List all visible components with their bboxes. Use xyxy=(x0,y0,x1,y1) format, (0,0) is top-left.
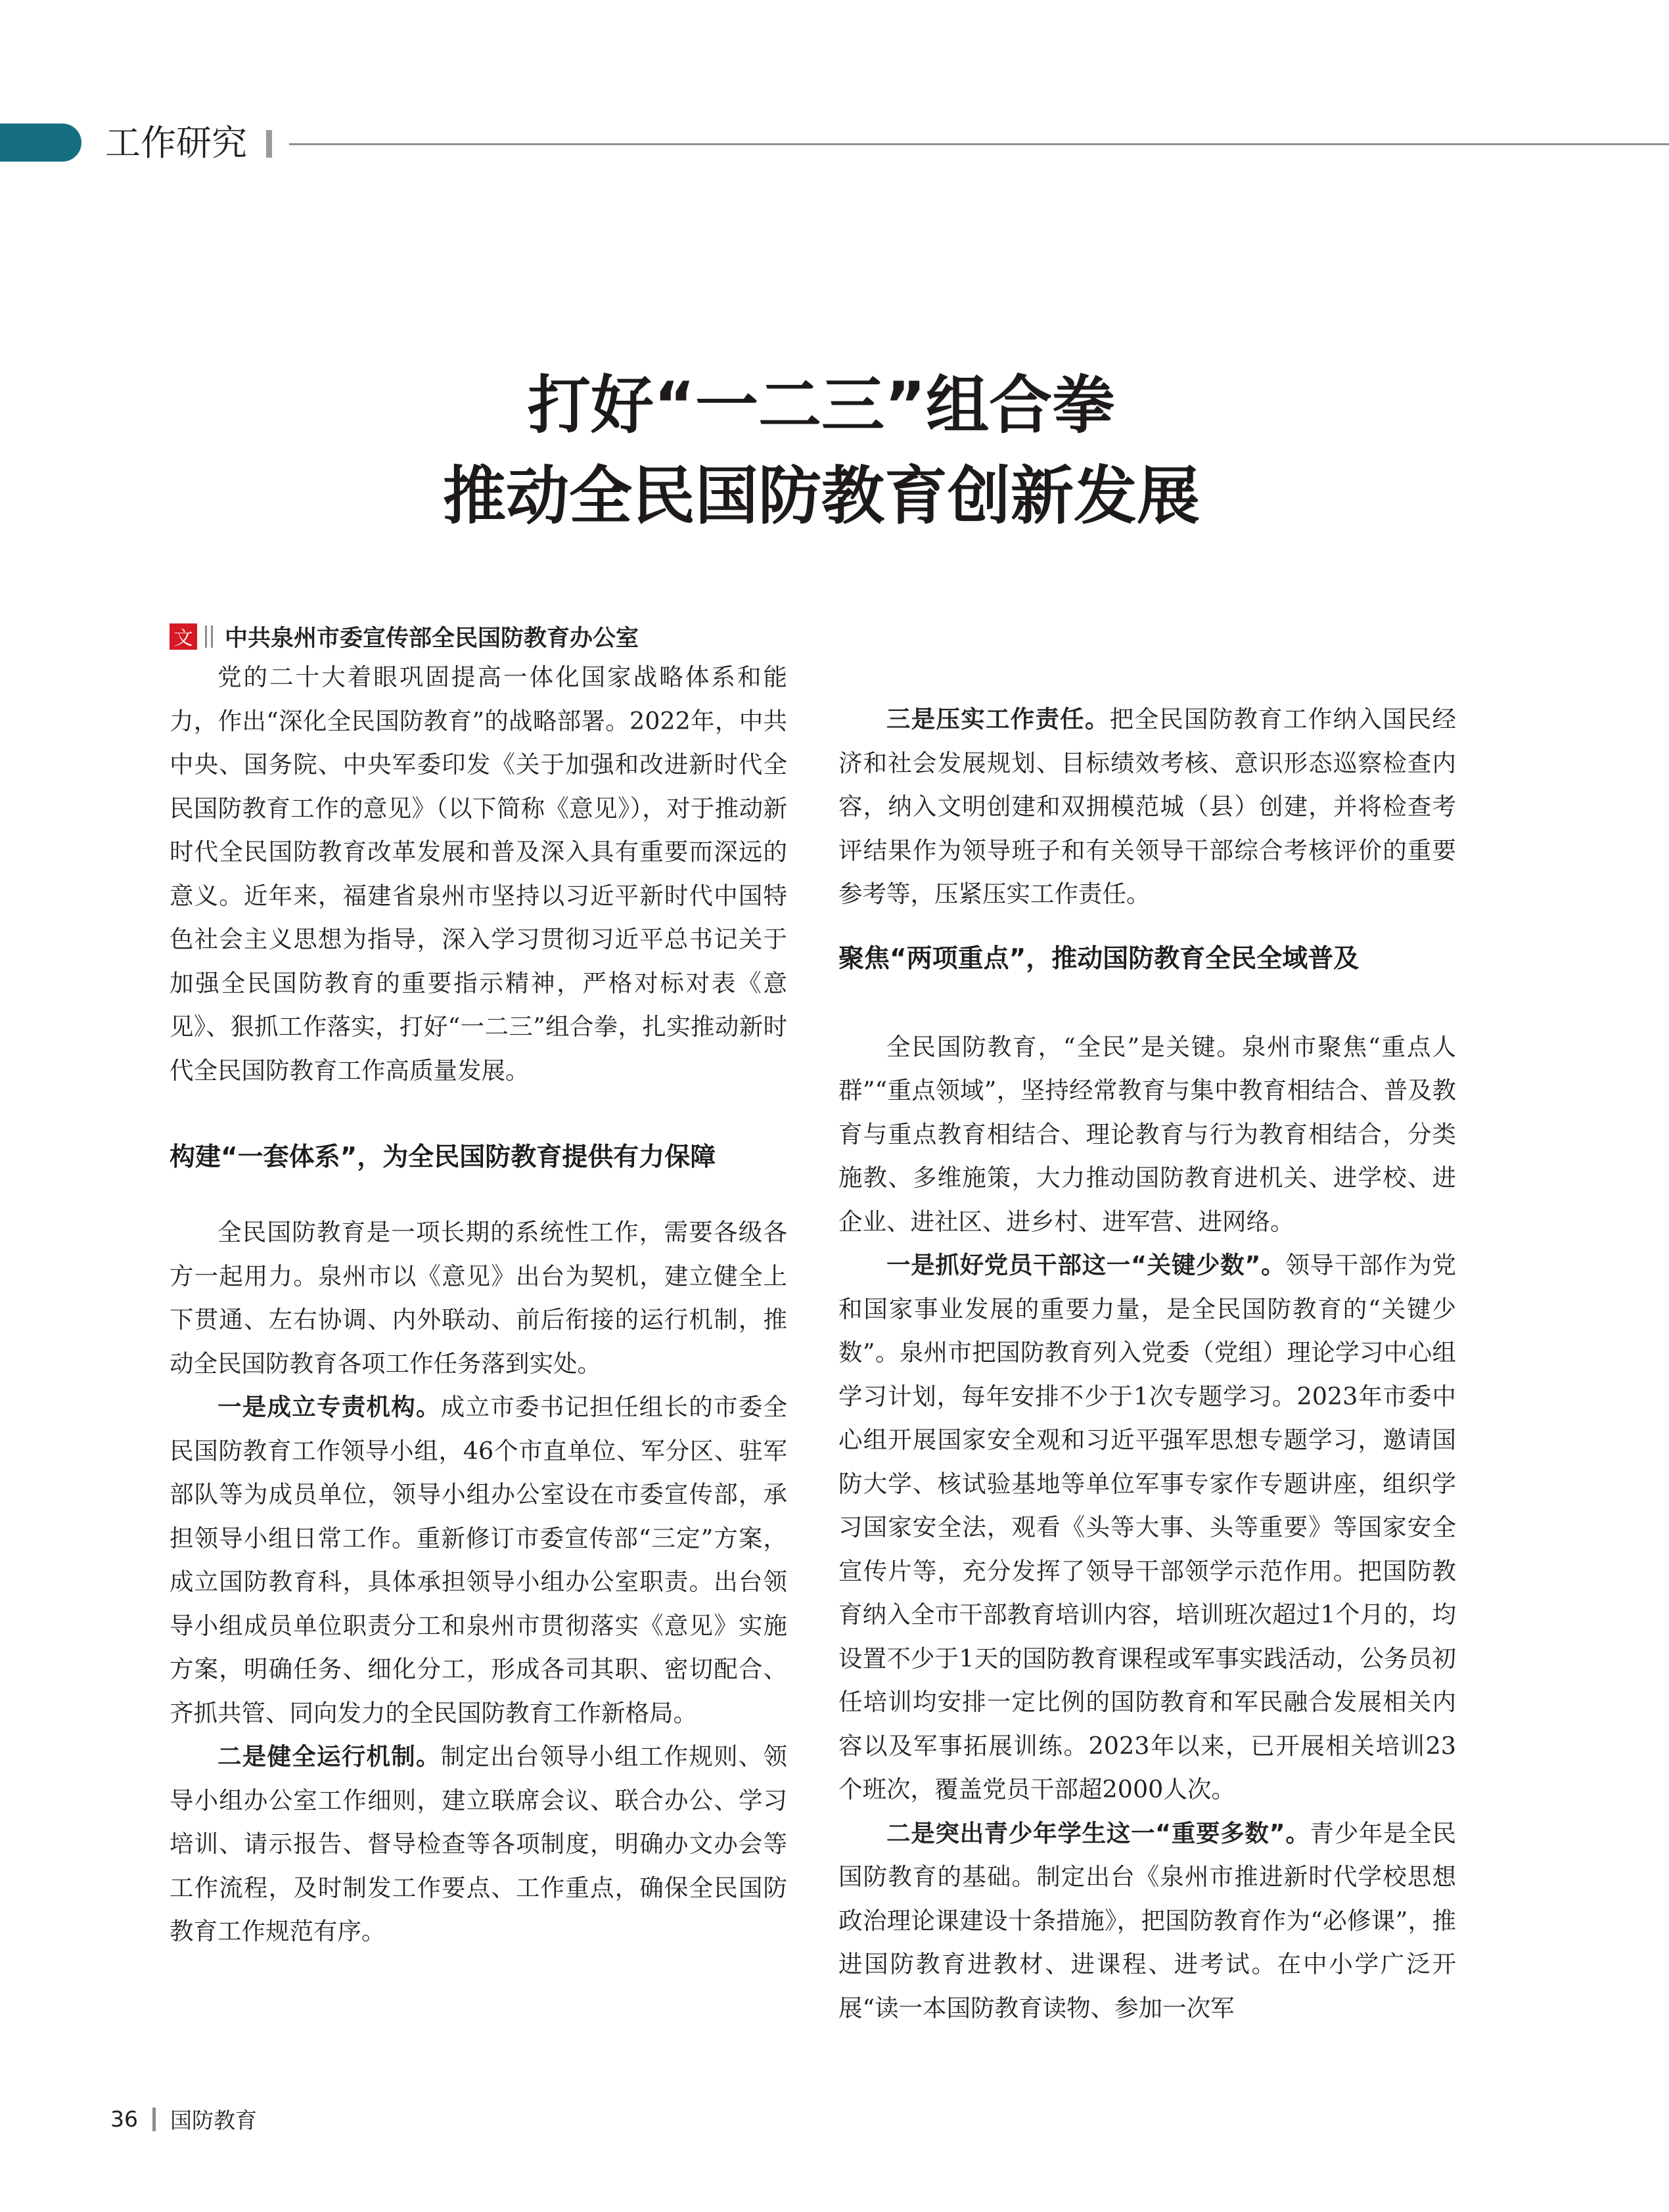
column-left xyxy=(170,656,787,1954)
column-right xyxy=(838,698,1456,2030)
section-title: 工作研究 xyxy=(105,122,247,164)
paragraph-body: 成立市委书记担任组长的市委全民国防教育工作领导小组，46个市直单位、军分区、驻军部队等为成员单位，领导小组办公室设在市委宣传部，承担领导小组日常工作。重新修订市委宣传部“三定”方案，成立国防教育科，具体承担领导小组办公室职责。出台领导小组成员单位职责分工和泉州市贯彻落实《意见》实施方案，明确任务、细化分工，形成各司其职、密切配合、齐抓共管、同向发力的全民国防教育工作新格局。 xyxy=(170,1393,787,1727)
byline xyxy=(170,623,639,650)
title-line-1: 打好“一二三”组合拳 xyxy=(527,369,1116,442)
paragraph xyxy=(838,1244,1456,1812)
paragraph-lead: 二是突出青少年学生这一“重要多数”。 xyxy=(886,1818,1310,1847)
page-footer xyxy=(110,2104,257,2134)
title-line-2: 推动全民国防教育创新发展 xyxy=(443,459,1200,533)
paragraph-body: 制定出台领导小组工作规则、领导小组办公室工作细则，建立联席会议、联合办公、学习培训、请示报告、督导检查等各项制度，明确办文办会等工作流程，及时制发工作要点、工作重点，确保全民国防教育工作规范有序。 xyxy=(170,1742,787,1945)
author-name: 中共泉州市委宣传部全民国防教育办公室 xyxy=(225,625,639,652)
paragraph-body: 把全民国防教育工作纳入国民经济和社会发展规划、目标绩效考核、意识形态巡察检查内容，纳入文明创建和双拥模范城（县）创建，并将检查考评结果作为领导班子和有关领导干部综合考核评价的重要参考等，压紧压实工作责任。 xyxy=(838,705,1456,908)
subheading: 聚焦“两项重点”，推动国防教育全民全域普及 xyxy=(838,943,1360,974)
article-title xyxy=(0,360,1643,541)
page-number: 36 xyxy=(110,2106,138,2132)
footer-divider xyxy=(152,2108,156,2131)
paragraph xyxy=(170,1735,787,1954)
author-badge: 文 xyxy=(170,623,197,650)
paragraph xyxy=(170,1386,787,1735)
paragraph-body: 领导干部作为党和国家事业发展的重要力量，是全民国防教育的“关键少数”。泉州市把国防教育列入党委（党组）理论学习中心组学习计划，每年安排不少于1次专题学习。2023年市委中心组开展国家安全观和习近平强军思想专题学习，邀请国防大学、核试验基地等单位军事专家作专题讲座，组织学习国家安全法，观看《头等大事、头等重要》等国家安全宣传片等，充分发挥了领导干部领学示范作用。把国防教育纳入全市干部教育培训内容，培训班次超过1个月的，均设置不少于1天的国防教育课程或军事实践活动，公务员初任培训均安排一定比例的国防教育和军民融合发展相关内容以及军事拓展训练。2023年以来，已开展相关培训23个班次，覆盖党员干部超2000人次。 xyxy=(838,1251,1457,1803)
header-rule xyxy=(289,143,1669,145)
paragraph-lead: 二是健全运行机制。 xyxy=(217,1742,441,1771)
section-tab-marker xyxy=(0,124,81,162)
magazine-name: 国防教育 xyxy=(170,2108,257,2133)
paragraph-lead: 一是抓好党员干部这一“关键少数”。 xyxy=(886,1251,1286,1279)
byline-divider xyxy=(205,625,213,648)
paragraph-body: 青少年是全民国防教育的基础。制定出台《泉州市推进新时代学校思想政治理论课建设十条措施》，把国防教育作为“必修课”，推进国防教育进教材、进课程、进考试。在中小学广泛开展“读一本国防教育读物、参加一次军 xyxy=(838,1818,1456,2022)
paragraph xyxy=(838,698,1456,916)
subheading: 构建“一套体系”，为全民国防教育提供有力保障 xyxy=(170,1142,716,1172)
paragraph: 全民国防教育，“全民”是关键。泉州市聚焦“重点人群”“重点领域”，坚持经常教育与集中教育相结合、普及教育与重点教育相结合、理论教育与行为教育相结合，分类施教、多维施策，大力推动国防教育进机关、进学校、进企业、进社区、进乡村、进军营、进网络。 xyxy=(838,1032,1456,1236)
paragraph-lead: 一是成立专责机构。 xyxy=(217,1393,441,1421)
paragraph-lead: 三是压实工作责任。 xyxy=(886,705,1110,733)
paragraph xyxy=(838,1812,1456,2031)
section-divider xyxy=(266,130,272,158)
paragraph: 全民国防教育是一项长期的系统性工作，需要各级各方一起用力。泉州市以《意见》出台为契机，建立健全上下贯通、左右协调、内外联动、前后衔接的运行机制，推动全民国防教育各项工作任务落到实处。 xyxy=(170,1218,787,1378)
paragraph: 党的二十大着眼巩固提高一体化国家战略体系和能力，作出“深化全民国防教育”的战略部署。2022年，中共中央、国务院、中央军委印发《关于加强和改进新时代全民国防教育工作的意见》（以下简称《意见》），对于推动新时代全民国防教育改革发展和普及深入具有重要而深远的意义。近年来，福建省泉州市坚持以习近平新时代中国特色社会主义思想为指导，深入学习贯彻习近平总书记关于加强全民国防教育的重要指示精神，严格对标对表《意见》、狠抓工作落实，打好“一二三”组合拳，扎实推动新时代全民国防教育工作高质量发展。 xyxy=(170,663,787,1085)
